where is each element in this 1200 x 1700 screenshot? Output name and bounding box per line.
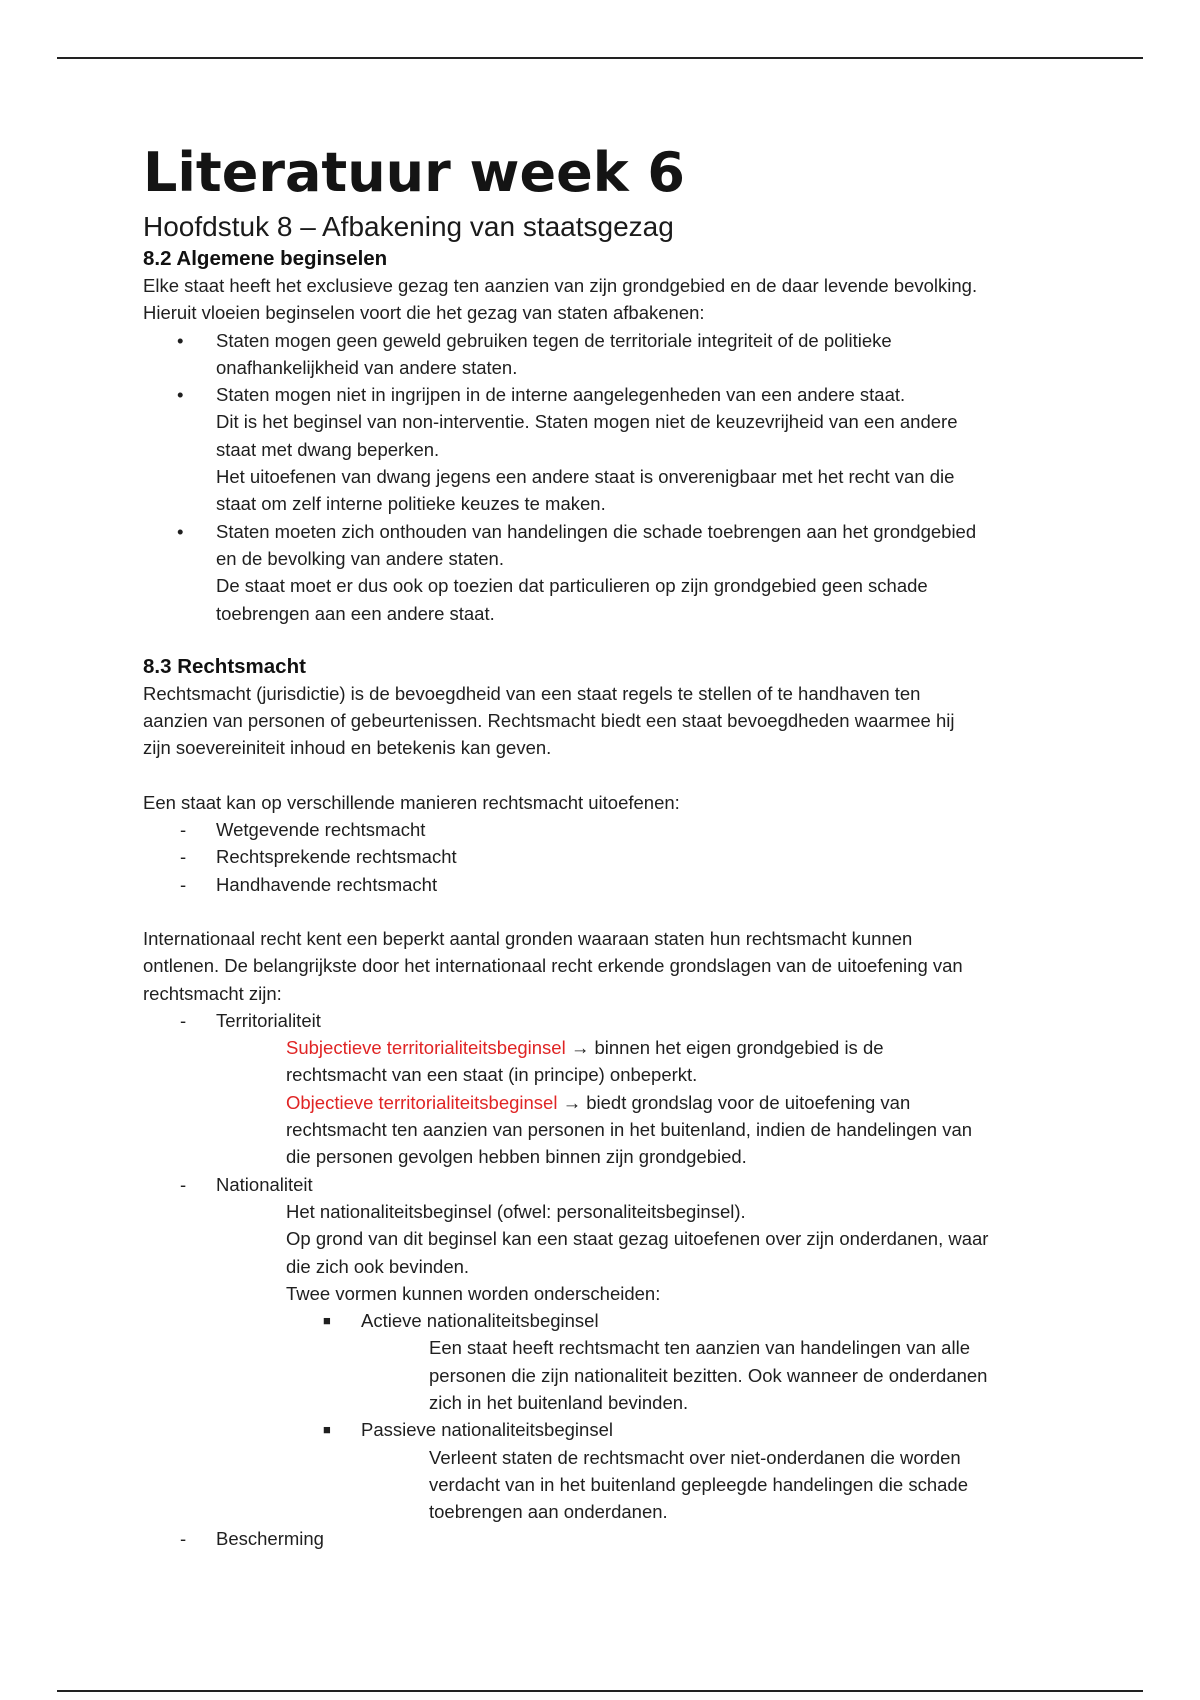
dash-icon: - [180,846,187,868]
list-item: ■ Actieve nationaliteitsbeginsel [143,1307,1063,1334]
section-heading-8-3: 8.3 Rechtsmacht [143,654,306,678]
footer-rule [57,1690,1143,1692]
bullet-icon: • [177,329,184,351]
list-item: - Territorialiteit [143,1007,1063,1034]
paragraph: Rechtsmacht (jurisdictie) is de bevoegdheid van een staat regels te stellen of te handhaven ten aanzien van personen of gebeurtenissen. Rechtsmacht biedt een staat bevoegdheden waarmee hij zijn soevereiniteit inhoud en betekenis kan geven. [143,682,955,759]
dash-icon: - [180,1528,187,1550]
list-item: • Staten moeten zich onthouden van handelingen die schade toebrengen aan het grondgebied en de bevolking van andere staten. De staat moet er dus ook op toezien dat particulieren op zijn grondgebied geen schade toebrengen aan een andere staat. [143,518,1063,627]
arrow-icon: → [570,1037,590,1059]
territoriality-details: Subjectieve territorialiteitsbeginsel → binnen het eigen grondgebied is de rechtsmacht van een staat (in principe) onbeperkt. Objectieve territorialiteitsbeginsel → biedt grondslag voor de uitoefening van rechtsmacht ten aanzien van personen in het buitenland, indien de handelingen van die personen gevolgen hebben binnen zijn grondgebied. [286,1037,973,1168]
header-rule [57,57,1143,59]
document-title: Literatuur week 6 [143,141,685,204]
dash-icon: - [180,873,187,895]
jurisdiction-grounds-list [143,1007,1063,1034]
paragraph: Elke staat heeft het exclusieve gezag ten aanzien van zijn grondgebied en de daar levende bevolking. Hieruit vloeien beginselen voort die het gezag van staten afbakenen: [143,275,978,324]
list-item: - Wetgevende rechtsmacht [143,816,1063,843]
square-bullet-icon: ■ [323,1313,331,1329]
document-page [143,140,1063,1553]
section-heading-8-2: 8.2 Algemene beginselen [143,247,388,270]
dash-list [143,816,1063,898]
dash-icon: - [180,819,187,841]
arrow-icon: → [562,1091,582,1113]
jurisdiction-grounds-list [143,1171,1063,1198]
list-item: • Staten mogen geen geweld gebruiken tegen de territoriale integriteit of de politieke onafhankelijkheid van andere staten. [143,327,1063,382]
passive-nationality-details: Verleent staten de rechtsmacht over niet-onderdanen die worden verdacht van in het buitenland gepleegde handelingen die schade toebrengen aan onderdanen. [429,1446,968,1523]
bullet-icon: • [177,520,184,542]
chapter-heading: Hoofdstuk 8 – Afbakening van staatsgezag [143,211,674,242]
jurisdiction-grounds-list [143,1525,1063,1552]
paragraph: Een staat kan op verschillende manieren rechtsmacht uitoefenen: [143,791,680,813]
paragraph: Internationaal recht kent een beperkt aantal gronden waaraan staten hun rechtsmacht kunnen ontlenen. De belangrijkste door het internationaal recht erkende grondslagen van de uitoefening van rechtsmacht zijn: [143,927,963,1004]
list-item: - Bescherming [143,1525,1063,1552]
bullet-list [143,327,1063,627]
bullet-icon: • [177,384,184,406]
nationality-details: Het nationaliteitsbeginsel (ofwel: personaliteitsbeginsel). Op grond van dit beginsel kan een staat gezag uitoefenen over zijn onderdanen, waar die zich ook bevinden. Twee vormen kunnen worden onderscheiden: [286,1200,989,1304]
list-item: ■ Passieve nationaliteitsbeginsel [143,1416,1063,1443]
subjective-term: Subjectieve territorialiteitsbeginsel [286,1037,566,1059]
list-item: - Handhavende rechtsmacht [143,871,1063,898]
objective-term: Objectieve territorialiteitsbeginsel [286,1091,558,1113]
list-item: • Staten mogen niet in ingrijpen in de interne aangelegenheden van een andere staat. Dit is het beginsel van non-interventie. Staten mogen niet de keuzevrijheid van een andere staat met dwang beperken. Het uitoefenen van dwang jegens een andere staat is onverenigbaar met het recht van die staat om zelf interne politieke keuzes te maken. [143,381,1063,517]
list-item: - Rechtsprekende rechtsmacht [143,843,1063,870]
active-nationality-details: Een staat heeft rechtsmacht ten aanzien van handelingen van alle personen die zijn nationaliteit bezitten. Ook wanneer de onderdanen zich in het buitenland bevinden. [429,1337,988,1413]
dash-icon: - [180,1009,187,1031]
square-bullet-icon: ■ [323,1422,331,1438]
dash-icon: - [180,1173,187,1195]
list-item: - Nationaliteit [143,1171,1063,1198]
